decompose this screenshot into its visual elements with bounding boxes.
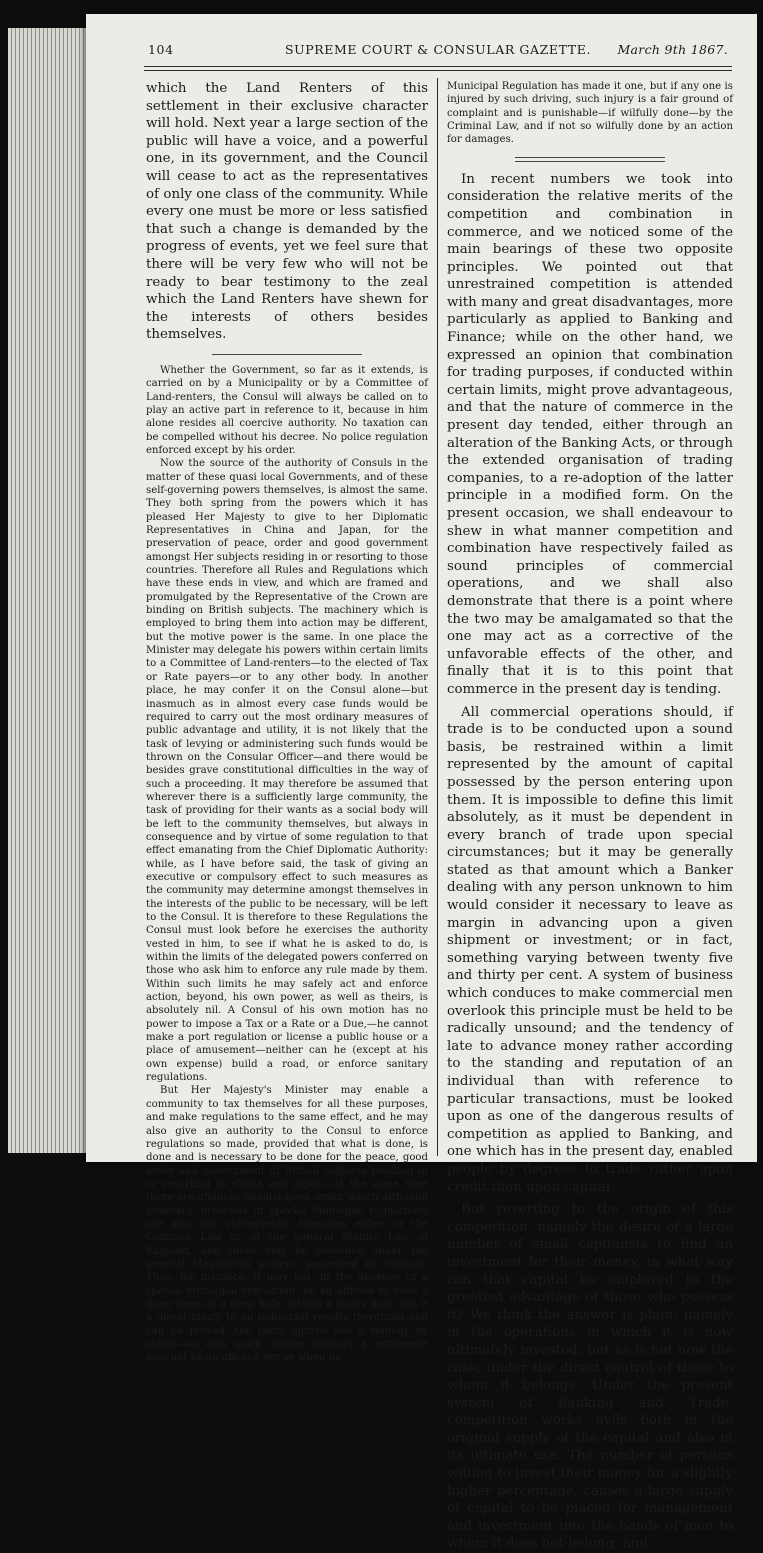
header-rule-bottom — [144, 70, 732, 71]
page-number: 104 — [148, 42, 174, 57]
right-column — [447, 80, 733, 1553]
page-edges — [8, 28, 98, 1153]
header-rule-top — [144, 66, 732, 67]
article-paragraph: In recent numbers we took into consideration the relative merits of the competition and combination in commerce, and we noticed some of the main bearings of these two opposite principles. We pointed out that unrestrained competition is attended with many and great disadvantages, more particularly as applied to Banking and Finance; while on the other hand, we expressed an opinion that combination for trading purposes, if conducted within certain limits, might prove advantageous, and that the nature of commerce in the present day tended, either through an alteration of the Banking Acts, or through the extended organisation of trading companies, to a re-adoption of the latter principle in a modified form. On the present occasion, we shall endeavour to shew in what manner competition and combination have respectively failed as sound principles of commercial operations, and we shall also demonstrate that there is a point where the two may be amalgamated so that the one may act as a corrective of the unfavorable effects of the other, and finally that it is to this point that commerce in the present day is tending. — [447, 171, 733, 697]
page-header — [148, 42, 728, 62]
article-paragraph: All commercial operations should, if trade is to be conducted upon a sound basis, be restrained within a limit represented by the amount of capital possessed by the person entering upon them. It is impossible to define this limit absolutely, as it must be dependent in every branch of trade upon special circumstances; but it may be generally stated as that amount which a Banker dealing with any person unknown to him would consider it necessary to leave as margin in advancing upon a given shipment or investment; or in fact, something varying between twenty five and thirty per cent. A system of business which conduces to make commercial men overlook this principle must be held to be radically unsound; and the tendency of late to advance money rather according to the standing and reputation of an individual than with reference to particular transactions, must be looked upon as one of the dangerous results of competition as applied to Banking, and one which has in the present day, enabled people by degrees to trade rather upon credit than upon capital. — [447, 704, 733, 1195]
left-column — [146, 80, 428, 1365]
article-paragraph: which the Land Renters of this settlement in their exclusive character will hold. Next year a large section of the public will have a voice, and a powerful one, in its government, and the Council will cease to act as the representatives of only one class of the community. While every one must be more or less satisfied that such a change is demanded by the progress of events, yet we feel sure that there will be very few who will not be ready to bear testimony to the zeal which the Land Renters have shewn for the interests of others besides themselves. — [146, 81, 428, 343]
issue-date: March 9th 1867. — [617, 42, 728, 57]
double-separator-rule — [515, 157, 665, 162]
separator-rule — [212, 354, 362, 355]
publication-title: SUPREME COURT & CONSULAR GAZETTE. — [284, 42, 592, 57]
article-paragraph: Now the source of the authority of Consuls in the matter of these quasi local Governments, and of these self-governing powers themselves, is almost the same. They both spring from the powers which it has pleased Her Majesty to give to her Diplomatic Representatives in China and Japan, for the preservation of peace, order and good government amongst Her subjects residing in or resorting to those countries. Therefore all Rules and Regulations which have these ends in view, and which are framed and promulgated by the Representative of the Crown are binding on British subjects. The machinery which is employed to bring them into action may be different, but the motive power is the same. In one place the Minister may delegate his powers within certain limits to a Committee of Land-renters—to the elected of Tax or Rate payers—or to any other body. In another place, he may confer it on the Consul alone—but inasmuch as in almost every case funds would be required to carry out the most ordinary measures of public advantage and utility, it is not likely that the task of levying or administering such funds would be thrown on the Consular Officer—and there would be besides grave constitutional difficulties in the way of such a proceeding. It may therefore be assumed that wherever there is a sufficiently large community, the task of providing for their wants as a social body will be left to the community themselves, but always in consequence and by virtue of some regulation to that effect emanating from the Chief Diplomatic Authority: while, as I have before said, the task of giving an executive or compulsory effect to such measures as the community may determine amongst themselves in the interests of the public to be necessary, will be left to the Consul. It is therefore to these Regulations the Consul must look before he exercises the authority vested in him, to see if what he is asked to do, is within the limits of the delegated powers conferred on those who ask him to enforce any rule made by them. Within such limits he may safely act and enforce action, beyond, his own power, as well as theirs, is absolutely nil. A Consul of his own motion has no power to impose a Tax or a Rate or a Due,—he cannot make a port regulation or license a public house or a place of amusement—neither can he (except at his own expense) build a road, or enforce sanitary regulations. — [146, 458, 428, 1084]
article-paragraph: Whether the Government, so far as it extends, is carried on by a Municipality or by a Committee of Land-renters, the Consul will always be called on to play an active part in reference to it, because in him alone resides all coercive authority. No taxation can be compelled without his decree. No police regulation enforced except by his order. — [146, 364, 428, 456]
column-divider — [437, 78, 438, 1156]
article-paragraph: Municipal Regulation has made it one, but if any one is injured by such driving, such injury is a fair ground of complaint and is punishable—if wilfully done—by the Criminal Law, and if not so wilfully done by an action for damages. — [447, 81, 733, 146]
article-paragraph: But reverting to the origin of this competition, namely the desire of a large number of small capitalists to find an investment for their money, in what way can that capital be employed to the greatest advantage of those who possess it? We think the answer is plain; namely in the operations in which it is now ultimately invested; but as is not now the case, under the direct control of those to whom it belongs. Under the present system of Banking and Trade, competition works evils both in the original supply of the capital and also in its ultimate use. The number of persons willing to invest their money for a slightly higher percentage, causes a large supply of capital to be placed for management and investment into the hands of men to whom it does not belong; and — [447, 1202, 733, 1552]
gazette-page — [86, 14, 757, 1552]
article-paragraph: But Her Majesty's Minister may enable a community to tax themselves for all these purposes, and make regulations to the same effect, and he may also give an authority to the Consul to enforce regulations so made, provided that what is done, is done and is necessary to be done for the peace, good order and government of British subjects residing in or resorting to China and Japan. At the same time there are offences against good order, which although generally breaches of special Municipal regulations are also not unfrequently breaches either of the Common Law or of the general Statute Law of England, and these may be punished under the general Magisterial powers, possessed by Consuls. Thus, for instance, it may not, in the absence of a special Municipal regulation, be an offence to have a dung heap or a deep hole outside a man's door, but if a direct injury to an individual results therefrom and can be proved, the party injured has a remedy by action—so also quick driving through a settlement may not be an offence per se when no — [146, 1085, 428, 1364]
